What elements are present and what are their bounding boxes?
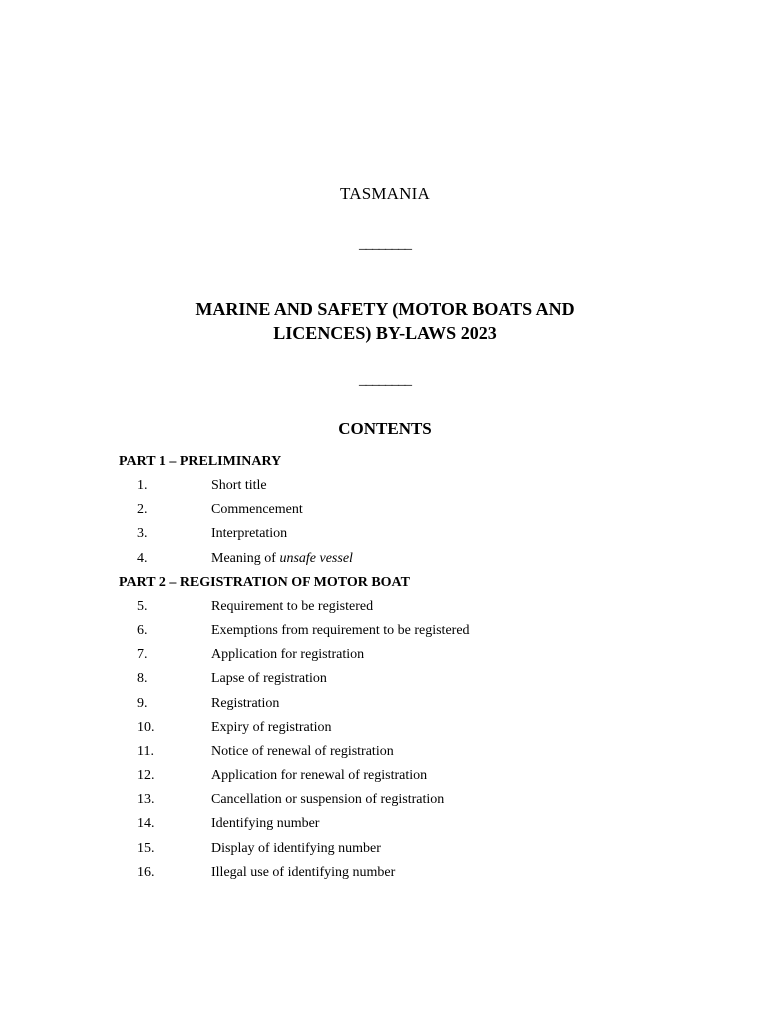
separator-rule: ________ [359,236,411,252]
part-heading: PART 2 – REGISTRATION OF MOTOR BOAT [119,574,410,590]
entry-label: Exemptions from requirement to be registered [211,622,470,638]
toc-entry[interactable] [119,813,679,837]
jurisdiction-heading: TASMANIA [340,184,430,203]
toc-entry[interactable] [119,862,679,886]
toc-entry[interactable] [119,475,679,499]
entry-number: 5. [137,598,148,614]
entry-number: 4. [137,550,148,566]
entry-label [211,548,353,572]
toc-entry[interactable] [119,668,679,692]
contents-heading: CONTENTS [338,419,432,438]
entry-number: 9. [137,695,148,711]
entry-label: Illegal use of identifying number [211,864,396,880]
entry-number: 12. [137,768,155,784]
entry-label: Cancellation or suspension of registration [211,792,445,808]
toc-entry[interactable] [119,765,679,789]
entry-label: Expiry of registration [211,719,332,735]
toc-entry[interactable] [119,548,679,572]
entry-number: 3. [137,526,148,542]
toc-part [119,572,679,886]
entry-label: Application for renewal of registration [211,768,428,784]
toc-entry-list [119,475,679,572]
toc-entry[interactable] [119,620,679,644]
entry-label: Interpretation [211,526,288,542]
toc-entry-list [119,596,679,886]
toc-entry[interactable] [119,523,679,547]
entry-number: 2. [137,502,148,518]
entry-label: Commencement [211,502,303,518]
entry-number: 8. [137,671,148,687]
document-title-line-1: MARINE AND SAFETY (MOTOR BOATS AND [195,299,575,319]
entry-number: 7. [137,647,148,663]
entry-label: Registration [211,695,280,711]
entry-number: 6. [137,622,148,638]
entry-label: Identifying number [211,816,320,832]
part-heading: PART 1 – PRELIMINARY [119,454,282,469]
document-title [0,297,770,345]
entry-label: Notice of renewal of registration [211,743,394,759]
entry-label-text: Meaning of [211,550,280,566]
entry-number: 10. [137,719,155,735]
entry-label: Requirement to be registered [211,598,374,614]
entry-label: Short title [211,478,267,493]
toc-entry[interactable] [119,741,679,765]
entry-number: 13. [137,792,155,808]
toc-entry[interactable] [119,499,679,523]
entry-number: 16. [137,864,155,880]
toc-entry[interactable] [119,596,679,620]
table-of-contents [119,451,679,886]
entry-number: 14. [137,816,155,832]
entry-number: 15. [137,840,155,856]
toc-part [119,451,679,572]
entry-label-italic: unsafe vessel [279,550,353,566]
entry-number: 1. [137,478,148,493]
separator-rule: ________ [359,372,411,388]
entry-label: Lapse of registration [211,671,327,687]
toc-entry[interactable] [119,644,679,668]
entry-label: Display of identifying number [211,840,381,856]
toc-entry[interactable] [119,838,679,862]
entry-number: 11. [137,743,154,759]
toc-entry[interactable] [119,693,679,717]
toc-entry[interactable] [119,789,679,813]
document-title-line-2: LICENCES) BY-LAWS 2023 [273,323,497,343]
toc-entry[interactable] [119,717,679,741]
entry-label: Application for registration [211,647,365,663]
